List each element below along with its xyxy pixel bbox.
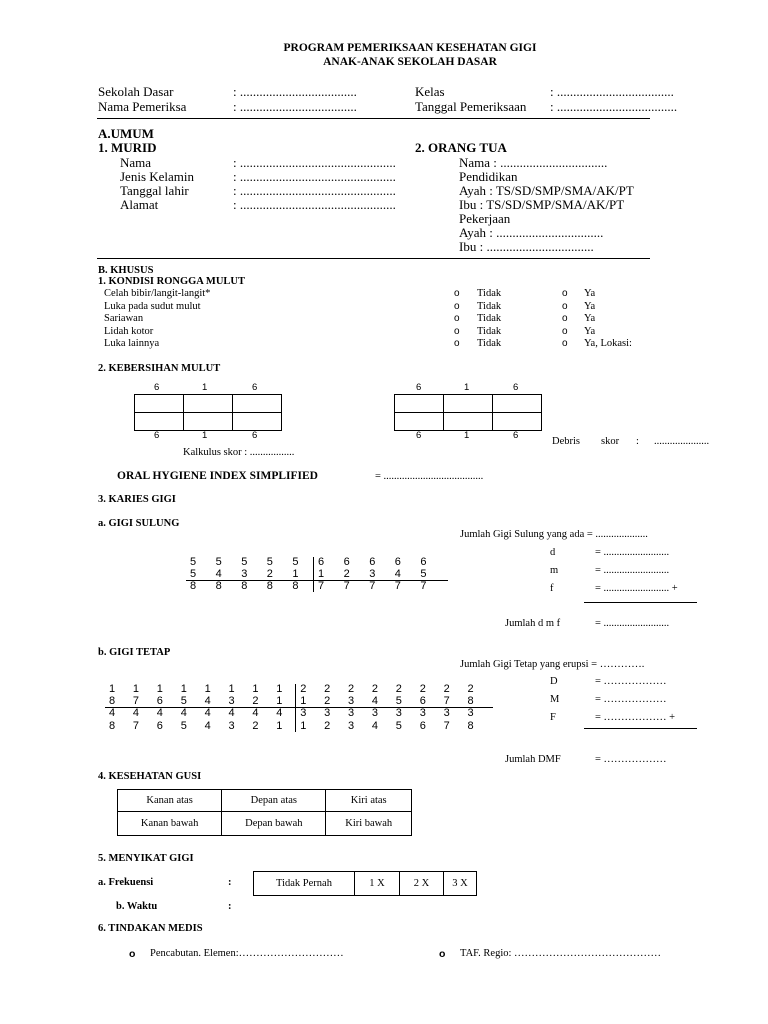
gusi-cell[interactable]: Kiri atas (326, 790, 412, 812)
option-tidak: Tidak (477, 301, 502, 312)
score-cell[interactable] (135, 413, 184, 431)
score-cell[interactable] (493, 413, 542, 431)
kondisi-label: Luka lainnya (104, 338, 160, 349)
sulung-f-label: f (550, 583, 554, 594)
frekuensi-options (253, 871, 477, 896)
tooth-number[interactable]: 5 (420, 568, 427, 580)
tooth-number[interactable]: 2 (443, 683, 450, 695)
waktu-label: b. Waktu (116, 901, 158, 912)
tooth-number[interactable]: 3 (419, 707, 426, 720)
debris-label: Debris (552, 436, 580, 447)
option-tidak: Tidak (477, 288, 502, 299)
radio-icon[interactable]: o (454, 326, 460, 337)
score-cell[interactable] (184, 413, 233, 431)
taf-field[interactable]: TAF. Regio: …………………………………… (460, 948, 662, 959)
kalkulus-score[interactable]: Kalkulus skor : ................. (183, 447, 295, 458)
tooth-number[interactable]: 6 (156, 719, 163, 732)
score-cell[interactable] (184, 395, 233, 413)
tooth-number[interactable]: 7 (420, 580, 427, 592)
tooth-label: 6 (154, 382, 160, 393)
kelas-field[interactable]: : .................................... (550, 84, 674, 99)
tooth-number[interactable]: 6 (419, 719, 426, 732)
ortu-pekerjaan-label: Pekerjaan (459, 211, 511, 226)
tooth-number[interactable]: 4 (132, 707, 140, 720)
gusi-cell[interactable]: Kanan atas (118, 790, 222, 812)
murid-tgl-label: Tanggal lahir (120, 183, 189, 198)
tooth-number[interactable]: 3 (395, 707, 402, 720)
midline (313, 557, 314, 592)
tooth-number[interactable]: 7 (318, 580, 325, 592)
tooth-label: 6 (252, 430, 258, 441)
tanggal-field[interactable]: : ..................................... (550, 99, 678, 114)
tooth-number[interactable]: 1 (276, 683, 283, 695)
tooth-number[interactable]: 2 (324, 683, 331, 695)
option-3x[interactable]: 3 X (444, 872, 477, 896)
tooth-label: 6 (154, 430, 160, 441)
kalkulus-grid (134, 394, 282, 431)
gusi-cell[interactable]: Kanan bawah (118, 812, 222, 836)
tooth-number[interactable]: 7 (132, 695, 140, 708)
radio-icon[interactable]: o (454, 313, 460, 324)
form-title: PROGRAM PEMERIKSAAN KESEHATAN GIGI (283, 42, 537, 54)
tooth-number[interactable]: 3 (241, 568, 248, 580)
tooth-number[interactable]: 1 (180, 683, 187, 695)
tooth-number[interactable]: 8 (215, 580, 222, 592)
option-tidak: Tidak (477, 313, 502, 324)
score-cell[interactable] (233, 413, 282, 431)
tooth-number[interactable]: 1 (132, 683, 140, 695)
tooth-label: 6 (416, 382, 422, 393)
kondisi-label: Lidah kotor (104, 326, 154, 337)
tooth-number[interactable]: 2 (266, 568, 273, 580)
tooth-number[interactable]: 2 (324, 719, 331, 732)
tooth-number[interactable]: 4 (394, 568, 401, 580)
divider (97, 258, 650, 259)
tooth-number[interactable]: 2 (467, 683, 474, 695)
tooth-number[interactable]: 6 (318, 556, 325, 568)
sekolah-label: Sekolah Dasar (98, 84, 174, 99)
tooth-number[interactable]: 4 (252, 707, 259, 720)
tooth-number[interactable]: 3 (348, 719, 355, 732)
tooth-number[interactable]: 8 (109, 719, 116, 732)
ortu-ibu-pendidikan[interactable]: Ibu : TS/SD/SMP/SMA/AK/PT (459, 197, 625, 212)
option-ya: Ya, Lokasi: (584, 338, 632, 349)
tooth-number[interactable]: 6 (156, 695, 163, 708)
tooth-number[interactable]: 7 (369, 580, 376, 592)
tooth-number[interactable]: 8 (190, 580, 197, 592)
tooth-number[interactable]: 6 (343, 556, 350, 568)
option-tidak: Tidak (477, 338, 502, 349)
tooth-number[interactable]: 4 (180, 707, 187, 720)
option-ya: Ya (584, 301, 596, 312)
tooth-label: 6 (416, 430, 422, 441)
tooth-number[interactable]: 2 (348, 683, 355, 695)
tooth-number[interactable]: 1 (228, 683, 235, 695)
gusi-cell[interactable]: Kiri bawah (326, 812, 412, 836)
section-umum-heading: A.UMUM (98, 126, 154, 141)
tooth-number[interactable]: 3 (443, 707, 450, 720)
murid-tgl-field[interactable]: : ................................................ (233, 183, 396, 198)
tooth-number[interactable]: 4 (109, 707, 116, 720)
section-khusus-heading: B. KHUSUS (98, 265, 154, 276)
tooth-number[interactable]: 8 (241, 580, 248, 592)
tetap-sum-label: Jumlah DMF (505, 754, 561, 765)
tooth-number[interactable]: 8 (109, 695, 116, 708)
tooth-number[interactable]: 8 (292, 580, 299, 592)
ohis-value[interactable]: = ...................................... (375, 471, 484, 482)
tooth-number[interactable]: 7 (132, 719, 140, 732)
pemeriksa-label: Nama Pemeriksa (98, 99, 187, 114)
gusi-table (117, 789, 412, 836)
sum-line (584, 728, 697, 729)
tindakan-heading: 6. TINDAKAN MEDIS (98, 923, 203, 934)
radio-icon[interactable]: o (562, 288, 568, 299)
pemeriksa-field[interactable]: : .................................... (233, 99, 357, 114)
tetap-m-label: M (550, 694, 560, 705)
murid-heading: 1. MURID (98, 140, 157, 155)
radio-icon[interactable]: o (562, 301, 568, 312)
form-subtitle: ANAK-ANAK SEKOLAH DASAR (323, 56, 497, 68)
tooth-number[interactable]: 4 (156, 707, 163, 720)
kebersihan-heading: 2. KEBERSIHAN MULUT (98, 363, 221, 374)
tooth-label: 6 (252, 382, 258, 393)
kondisi-label: Celah bibir/langit-langit* (104, 288, 211, 299)
tooth-number[interactable]: 7 (443, 695, 450, 708)
tooth-number[interactable]: 1 (276, 695, 283, 708)
bullet-icon: o (129, 948, 136, 960)
murid-nama-label: Nama (120, 155, 152, 170)
option-ya: Ya (584, 313, 596, 324)
tooth-number[interactable]: 1 (204, 683, 211, 695)
tooth-number[interactable]: 3 (371, 707, 379, 720)
tooth-number[interactable]: 4 (276, 707, 283, 720)
score-cell[interactable] (493, 395, 542, 413)
sum-line (584, 602, 697, 603)
tooth-number[interactable]: 3 (348, 695, 355, 708)
arch-separator-line (105, 707, 493, 708)
kelas-label: Kelas (415, 84, 445, 99)
tooth-number[interactable]: 5 (241, 556, 248, 568)
sulung-total[interactable]: Jumlah Gigi Sulung yang ada = .................... (460, 529, 648, 540)
option-ya: Ya (584, 326, 596, 337)
ortu-ibu-pekerjaan[interactable]: Ibu : ................................. (459, 239, 594, 254)
murid-jk-field[interactable]: : ................................................ (233, 169, 396, 184)
tooth-number[interactable]: 3 (369, 568, 376, 580)
frekuensi-label: a. Frekuensi (98, 877, 154, 888)
tooth-number[interactable]: 2 (371, 683, 379, 695)
gusi-cell[interactable]: Depan atas (222, 790, 326, 812)
radio-icon[interactable]: o (454, 338, 460, 349)
tooth-label: 1 (464, 382, 470, 393)
tooth-label: 1 (202, 430, 208, 441)
score-cell[interactable] (444, 413, 493, 431)
radio-icon[interactable]: o (562, 313, 568, 324)
tooth-number[interactable]: 2 (395, 683, 402, 695)
frekuensi-colon: : (228, 877, 232, 888)
murid-alamat-field[interactable]: : ................................................ (233, 197, 396, 212)
tetap-f-label: F (550, 712, 556, 723)
sulung-m-label: m (550, 565, 559, 576)
tooth-number[interactable]: 3 (324, 707, 331, 720)
tooth-label: 6 (513, 430, 519, 441)
murid-jk-label: Jenis Kelamin (120, 169, 195, 184)
tooth-number[interactable]: 2 (300, 683, 307, 695)
tooth-number[interactable]: 4 (215, 568, 222, 580)
tooth-number[interactable]: 5 (395, 719, 402, 732)
tooth-label: 1 (464, 430, 470, 441)
pencabutan-field[interactable]: Pencabutan. Elemen:………………………… (150, 948, 344, 959)
score-cell[interactable] (395, 395, 444, 413)
arch-separator-line (186, 580, 448, 581)
ortu-ayah-pekerjaan[interactable]: Ayah : ................................. (459, 225, 604, 240)
sulung-d-label: d (550, 547, 556, 558)
murid-nama-field[interactable]: : ................................................ (233, 155, 396, 170)
tooth-number[interactable]: 4 (371, 695, 379, 708)
tooth-number[interactable]: 1 (318, 568, 325, 580)
tooth-number[interactable]: 5 (190, 556, 197, 568)
tooth-number[interactable]: 8 (266, 580, 273, 592)
radio-icon[interactable]: o (454, 301, 460, 312)
gusi-cell[interactable]: Depan bawah (222, 812, 326, 836)
gigi-sulung-heading: a. GIGI SULUNG (98, 518, 180, 529)
tooth-number[interactable]: 7 (394, 580, 401, 592)
tooth-number[interactable]: 6 (420, 556, 427, 568)
tooth-number[interactable]: 1 (156, 683, 163, 695)
option-1x[interactable]: 1 X (355, 872, 400, 896)
ortu-ayah-pendidikan[interactable]: Ayah : TS/SD/SMP/SMA/AK/PT (459, 183, 634, 198)
sulung-d-value[interactable]: = ......................... (595, 547, 670, 558)
sekolah-field[interactable]: : .................................... (233, 84, 357, 99)
tetap-m-value[interactable]: = ……………… (595, 694, 667, 705)
tooth-label: 6 (513, 382, 519, 393)
tooth-number[interactable]: 2 (324, 695, 331, 708)
tooth-number[interactable]: 5 (180, 719, 187, 732)
tooth-number[interactable]: 1 (276, 719, 283, 732)
tooth-number[interactable]: 2 (252, 719, 259, 732)
ortu-heading: 2. ORANG TUA (415, 140, 507, 155)
tooth-number[interactable]: 4 (228, 707, 235, 720)
tooth-number[interactable]: 7 (343, 580, 350, 592)
radio-icon[interactable]: o (562, 338, 568, 349)
tetap-f-value[interactable]: = ……………… + (595, 712, 676, 723)
debris-grid (394, 394, 542, 431)
tooth-number[interactable]: 8 (467, 719, 474, 732)
tooth-number[interactable]: 3 (228, 695, 235, 708)
tetap-d-label: D (550, 676, 558, 687)
tooth-number[interactable]: 1 (300, 719, 307, 732)
tooth-number[interactable]: 7 (443, 719, 450, 732)
tanggal-label: Tanggal Pemeriksaan (415, 99, 527, 114)
tooth-number[interactable]: 1 (252, 683, 259, 695)
tooth-number[interactable]: 5 (190, 568, 197, 580)
tooth-number[interactable]: 3 (228, 719, 235, 732)
tetap-d-value[interactable]: = ……………… (595, 676, 667, 687)
gigi-tetap-heading: b. GIGI TETAP (98, 647, 171, 658)
tooth-number[interactable]: 4 (204, 719, 211, 732)
bullet-icon: o (439, 948, 446, 960)
kondisi-label: Sariawan (104, 313, 144, 324)
tetap-total[interactable]: Jumlah Gigi Tetap yang erupsi = …………. (460, 659, 645, 670)
divider (97, 118, 650, 119)
tooth-number[interactable]: 5 (180, 695, 187, 708)
tooth-number[interactable]: 5 (395, 695, 402, 708)
score-cell[interactable] (233, 395, 282, 413)
tooth-number[interactable]: 6 (419, 695, 426, 708)
tooth-number[interactable]: 1 (292, 568, 299, 580)
tooth-number[interactable]: 2 (419, 683, 426, 695)
murid-alamat-label: Alamat (120, 197, 159, 212)
tooth-number[interactable]: 2 (343, 568, 350, 580)
debris-skor-label: skor (601, 436, 620, 447)
ohis-label: ORAL HYGIENE INDEX SIMPLIFIED (117, 470, 318, 482)
tooth-label: 1 (202, 382, 208, 393)
tooth-number[interactable]: 8 (467, 695, 474, 708)
tooth-number[interactable]: 2 (252, 695, 259, 708)
tooth-number[interactable]: 3 (300, 707, 307, 720)
option-tidak-pernah[interactable]: Tidak Pernah (254, 872, 355, 896)
option-ya: Ya (584, 288, 596, 299)
tooth-number[interactable]: 4 (204, 695, 211, 708)
menyikat-heading: 5. MENYIKAT GIGI (98, 853, 194, 864)
radio-icon[interactable]: o (454, 288, 460, 299)
debris-score[interactable]: ..................... (654, 436, 710, 447)
midline (295, 684, 296, 732)
tooth-number[interactable]: 6 (394, 556, 401, 568)
score-cell[interactable] (444, 395, 493, 413)
sulung-sum-label: Jumlah d m f (505, 618, 561, 629)
debris-colon: : (636, 436, 639, 447)
tooth-number[interactable]: 5 (292, 556, 299, 568)
tooth-number[interactable]: 1 (109, 683, 116, 695)
score-cell[interactable] (395, 413, 444, 431)
tooth-number[interactable]: 3 (348, 707, 355, 720)
tooth-number[interactable]: 4 (204, 707, 211, 720)
tooth-number[interactable]: 4 (371, 719, 379, 732)
option-tidak: Tidak (477, 326, 502, 337)
gusi-heading: 4. KESEHATAN GUSI (98, 771, 202, 782)
karies-heading: 3. KARIES GIGI (98, 494, 176, 505)
tooth-number[interactable]: 1 (300, 695, 307, 708)
tetap-sum-value[interactable]: = ……………… (595, 754, 667, 765)
radio-icon[interactable]: o (562, 326, 568, 337)
kondisi-label: Luka pada sudut mulut (104, 301, 201, 312)
kondisi-heading: 1. KONDISI RONGGA MULUT (98, 276, 246, 287)
option-2x[interactable]: 2 X (400, 872, 444, 896)
ortu-pendidikan-label: Pendidikan (459, 169, 518, 184)
tooth-number[interactable]: 6 (369, 556, 376, 568)
sulung-f-value[interactable]: = ......................... + (595, 583, 678, 594)
tooth-number[interactable]: 5 (215, 556, 222, 568)
sulung-sum-value[interactable]: = ......................... (595, 618, 670, 629)
waktu-colon: : (228, 901, 232, 912)
sulung-m-value[interactable]: = ......................... (595, 565, 670, 576)
ortu-nama-field[interactable]: Nama : ................................. (459, 155, 608, 170)
score-cell[interactable] (135, 395, 184, 413)
tooth-number[interactable]: 3 (467, 707, 474, 720)
tooth-number[interactable]: 5 (266, 556, 273, 568)
